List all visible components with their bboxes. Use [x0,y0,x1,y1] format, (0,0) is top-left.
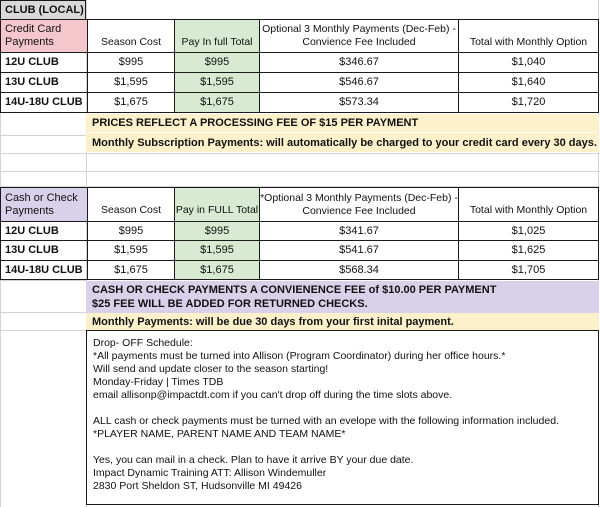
row-label: 13U CLUB [0,240,88,261]
subscription-notice: Monthly Subscription Payments: will automatically be charged to your credit card every 30 days. [86,133,599,152]
returned-check-fee-text: $25 FEE WILL BE ADDED FOR RETURNED CHECKS. [92,298,368,310]
monthly-payment-value: $341.67 [259,221,459,241]
drop-off-info-box [86,330,599,505]
monthly-due-notice: Monthly Payments: will be due 30 days from your first inital payment. [86,313,599,330]
credit-card-label: Credit Card Payments [0,19,88,53]
section-title: CLUB (LOCAL) [0,0,86,20]
header-total-monthly: Total with Monthly Option [458,187,599,222]
header-season-cost: Season Cost [87,19,175,53]
info-line: Impact Dynamic Training ATT: Allison Windemuller [93,467,327,479]
row-label: 14U-18U CLUB [0,260,88,280]
row-label: 12U CLUB [0,52,88,73]
total-monthly-value: $1,720 [458,92,599,113]
total-monthly-value: $1,705 [458,260,599,280]
monthly-payment-value: $568.34 [259,260,459,280]
header-pay-full: Pay in FULL Total [174,187,260,222]
info-line: ALL cash or check payments must be turned with an evelope with the following information included. [93,415,559,427]
header-pay-full: Pay In full Total [174,19,260,53]
info-line: *PLAYER NAME, PARENT NAME AND TEAM NAME* [93,428,346,440]
season-cost-value: $995 [87,52,175,73]
info-line: Drop- OFF Schedule: [93,337,193,349]
header-optional-monthly: *Optional 3 Monthly Payments (Dec-Feb) -Convience Fee Included [259,187,459,222]
row-label: 14U-18U CLUB [0,92,88,113]
monthly-payment-value: $573.34 [259,92,459,113]
header-total-monthly: Total with Monthly Option [458,19,599,53]
info-line: *All payments must be turned into Allison (Program Coordinator) during her office hours.* [93,350,506,362]
pay-full-value: $1,595 [174,240,260,261]
processing-fee-notice: PRICES REFLECT A PROCESSING FEE OF $15 PER PAYMENT [86,114,599,132]
info-line: Monday-Friday | Times TDB [93,376,224,388]
total-monthly-value: $1,025 [458,221,599,241]
total-monthly-value: $1,640 [458,72,599,93]
row-label: 12U CLUB [0,221,88,241]
cash-check-label: Cash or Check Payments [0,187,88,222]
monthly-payment-value: $541.67 [259,240,459,261]
total-monthly-value: $1,625 [458,240,599,261]
pay-full-value: $1,675 [174,92,260,113]
info-line: Yes, you can mail in a check. Plan to have it arrive BY your due date. [93,454,414,466]
info-line: Will send and update closer to the season starting! [93,363,329,375]
season-cost-value: $1,675 [87,260,175,280]
pay-full-value: $1,595 [174,72,260,93]
info-line [93,402,598,415]
pay-full-value: $995 [174,52,260,73]
convenience-fee-notice [86,281,599,313]
season-cost-value: $1,675 [87,92,175,113]
convenience-fee-text: CASH OR CHECK PAYMENTS A CONVIENENCE FEE of $10.00 PER PAYMENT [92,284,497,296]
total-monthly-value: $1,040 [458,52,599,73]
header-optional-monthly: Optional 3 Monthly Payments (Dec-Feb) -Convience Fee Included [259,19,459,53]
pay-full-value: $1,675 [174,260,260,280]
pay-full-value: $995 [174,221,260,241]
season-cost-value: $1,595 [87,240,175,261]
monthly-payment-value: $546.67 [259,72,459,93]
info-line-email: email allisonp@impactdt.com if you can't drop off during the time slots above. [93,389,453,401]
season-cost-value: $995 [87,221,175,241]
monthly-payment-value: $346.67 [259,52,459,73]
header-season-cost: Season Cost [87,187,175,222]
row-label: 13U CLUB [0,72,88,93]
info-line-address: 2830 Port Sheldon ST, Hudsonville MI 49426 [93,480,302,492]
season-cost-value: $1,595 [87,72,175,93]
info-line [93,441,598,454]
